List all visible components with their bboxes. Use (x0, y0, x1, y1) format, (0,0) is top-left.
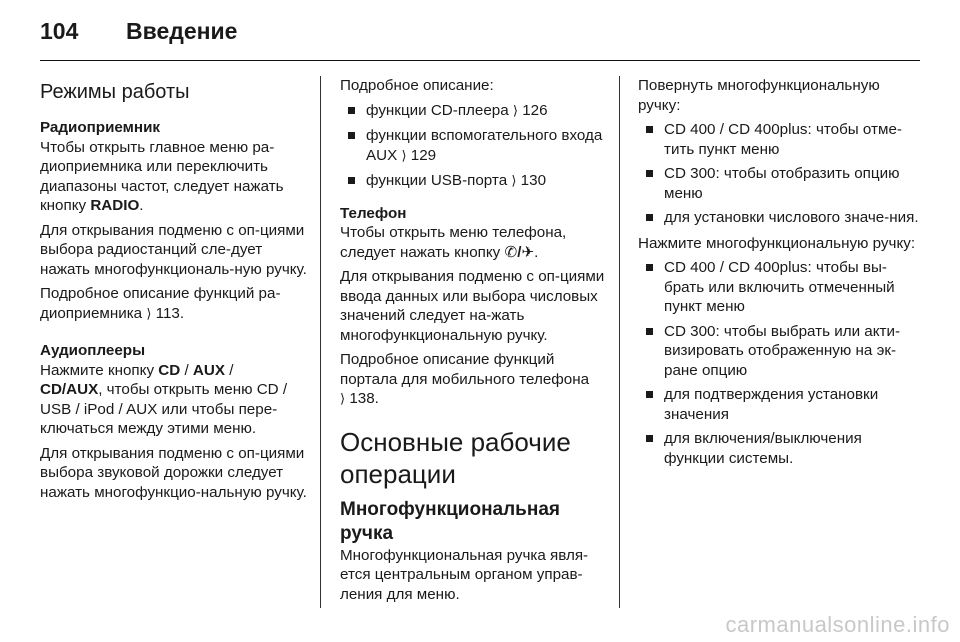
audio-heading: Аудиоплееры (40, 342, 146, 359)
watermark: carmanualsonline.info (725, 612, 950, 637)
list-item: функции CD-плеера ⟩ 126 (340, 101, 612, 122)
press-list (638, 258, 920, 468)
turn-list (638, 120, 920, 228)
page-header (40, 18, 237, 48)
phone-heading: Телефон (340, 204, 407, 222)
page-number: 104 (40, 18, 79, 44)
phone-paragraph-1: Чтобы открыть меню телефона, следует нажать кнопку ✆/✈. (340, 224, 567, 261)
column-divider (619, 76, 620, 608)
section-title-basic-ops: Основные рабочие операции (340, 426, 571, 489)
chapter-title: Введение (126, 18, 238, 44)
page-ref-arrow-icon: ⟩ (340, 392, 346, 407)
page-ref[interactable]: 138. (349, 390, 379, 407)
list-item: для включения/выключения функции системы. (638, 429, 920, 468)
radio-paragraph-3: Подробное описание функций ра-диоприемника ⟩ 113. (40, 285, 281, 322)
radio-paragraph-1: Чтобы открыть главное меню ра-диоприемника или переключить диапазоны частот, следует нажать кнопку RADIO. (40, 138, 284, 214)
page-ref-arrow-icon: ⟩ (146, 306, 152, 322)
page-ref[interactable]: 130 (520, 172, 547, 189)
audio-paragraph-2: Для открывания подменю с оп-циями выбора звуковой дорожки следует нажать многофункцио-нальную ручку. (40, 444, 307, 501)
column-1 (40, 76, 312, 507)
page-ref[interactable]: 113. (155, 304, 185, 322)
column-2 (340, 76, 612, 609)
details-list (340, 101, 612, 192)
audio-paragraph-1: Нажмите кнопку CD / AUX / CD/AUX, чтобы открыть меню CD / USB / iPod / AUX или чтобы пере-ключаться между этими меню. (40, 361, 288, 437)
column-3 (638, 76, 920, 474)
phone-paragraph-2: Для открывания подменю с оп-циями ввода данных или выбора числовых значений следует на-жать многофункциональную ручку. (340, 268, 605, 344)
radio-paragraph-2: Для открывания подменю с оп-циями выбора радиостанций сле-дует нажать многофункциональ-ную ручку. (40, 221, 307, 278)
knob-paragraph: Многофункциональная ручка явля-ется центральным органом управ-ления для меню. (340, 546, 589, 603)
page-ref-arrow-icon: ⟩ (512, 103, 518, 119)
header-rule (40, 60, 920, 61)
page-ref[interactable]: 129 (410, 146, 437, 164)
knob-heading: Многофункциональная ручка (340, 498, 560, 544)
radio-heading: Радиоприемник (40, 119, 161, 136)
press-intro: Нажмите многофункциональную ручку: (638, 234, 916, 252)
page-ref-arrow-icon: ⟩ (511, 174, 517, 189)
page-ref[interactable]: 126 (522, 101, 548, 119)
list-item: функции вспомогательного входа AUX ⟩ 129 (340, 126, 612, 166)
section-title-modes: Режимы работы (40, 81, 190, 103)
phone-key-icon: ✆/✈ (504, 243, 535, 261)
list-item: функции USB-порта ⟩ 130 (340, 171, 612, 192)
details-intro: Подробное описание: (340, 77, 494, 94)
list-item: для установки числового значе-ния. (638, 208, 920, 228)
list-item: CD 400 / CD 400plus: чтобы отме-тить пункт меню (638, 120, 920, 159)
turn-intro: Повернуть многофункциональную ручку: (638, 77, 880, 114)
phone-paragraph-3: Подробное описание функций портала для мобильного телефона ⟩ 138. (340, 351, 590, 407)
list-item: CD 400 / CD 400plus: чтобы вы-брать или включить отмеченный пункт меню (638, 258, 920, 317)
list-item: CD 300: чтобы отобразить опцию меню (638, 164, 920, 203)
list-item: CD 300: чтобы выбрать или акти-визировать отображенную на эк-ране опцию (638, 322, 920, 381)
list-item: для подтверждения установки значения (638, 385, 920, 424)
radio-key: RADIO (90, 197, 140, 214)
page-ref-arrow-icon: ⟩ (401, 148, 407, 164)
column-divider (320, 76, 321, 608)
